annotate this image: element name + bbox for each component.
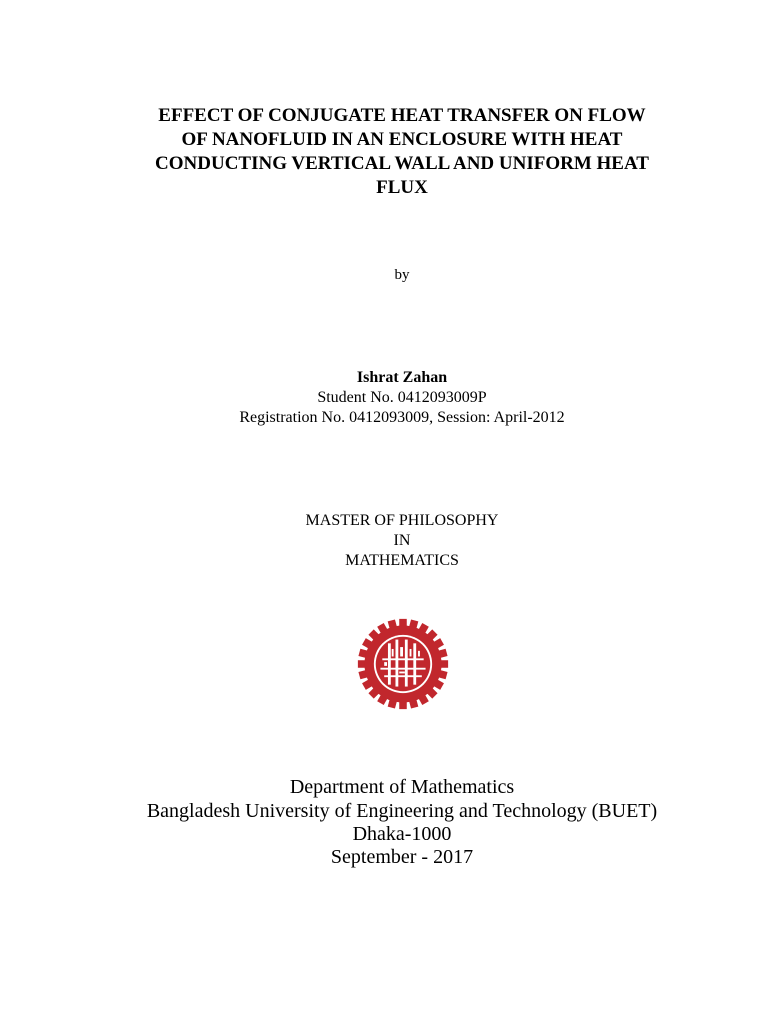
university-seal-icon [356, 617, 450, 711]
thesis-title-line-4: FLUX [376, 177, 428, 198]
city: Dhaka-1000 [352, 823, 452, 845]
thesis-title-line-2: OF NANOFLUID IN AN ENCLOSURE WITH HEAT [181, 129, 623, 150]
department: Department of Mathematics [289, 776, 515, 798]
degree-in: IN [393, 532, 411, 549]
degree-subject: MATHEMATICS [345, 552, 459, 569]
submission-date: September - 2017 [330, 846, 474, 868]
degree-name: MASTER OF PHILOSOPHY [305, 512, 499, 529]
by-label: by [394, 267, 410, 283]
thesis-title-line-3: CONDUCTING VERTICAL WALL AND UNIFORM HEAT [155, 153, 649, 174]
author-name: Ishrat Zahan [356, 369, 448, 386]
registration-number: Registration No. 0412093009, Session: April-2012 [239, 409, 565, 426]
thesis-title [100, 104, 704, 200]
university: Bangladesh University of Engineering and Technology (BUET) [146, 800, 658, 822]
thesis-title-line-1: EFFECT OF CONJUGATE HEAT TRANSFER ON FLOW [158, 105, 646, 126]
student-number: Student No. 0412093009P [317, 389, 487, 406]
